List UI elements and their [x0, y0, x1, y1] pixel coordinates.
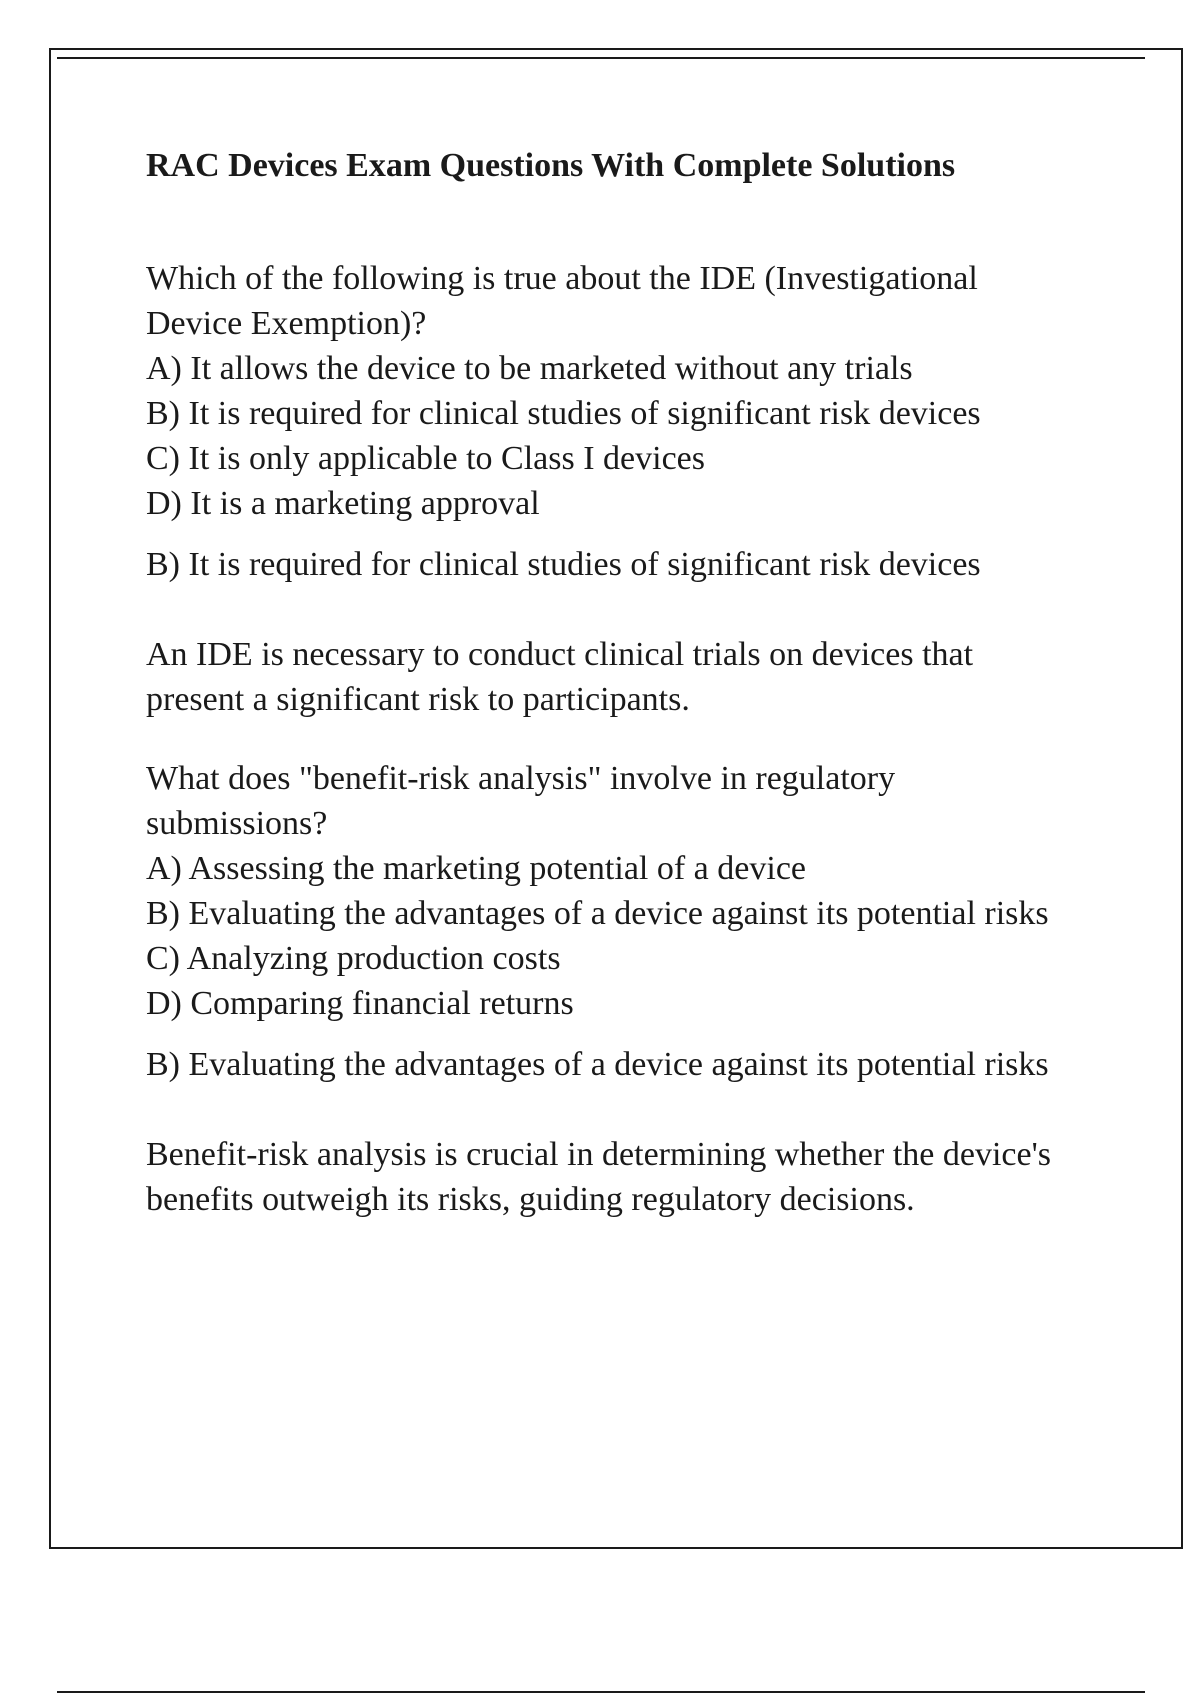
option-b: B) Evaluating the advantages of a device against its potential risks — [146, 895, 1049, 932]
option-a: A) Assessing the marketing potential of a device — [146, 850, 806, 887]
question-block-2 — [146, 756, 1066, 1222]
option-d: D) Comparing financial returns — [146, 985, 574, 1022]
bottom-rule-divider — [57, 1691, 1145, 1693]
answer-text: B) Evaluating the advantages of a device against its potential risks — [146, 1046, 1049, 1083]
question-text: What does "benefit-risk analysis" involve in regulatory submissions? — [146, 760, 896, 842]
question-text: Which of the following is true about the IDE (Investigational Device Exemption)? — [146, 260, 978, 342]
question-block-1 — [146, 256, 1066, 722]
option-c: C) It is only applicable to Class I devices — [146, 440, 705, 477]
answer-text: B) It is required for clinical studies of significant risk devices — [146, 546, 981, 583]
document-content — [146, 138, 1066, 1256]
option-a: A) It allows the device to be marketed without any trials — [146, 350, 913, 387]
document-title: RAC Devices Exam Questions With Complete Solutions — [146, 147, 956, 184]
option-c: C) Analyzing production costs — [146, 940, 561, 977]
option-d: D) It is a marketing approval — [146, 485, 540, 522]
explanation-text: Benefit-risk analysis is crucial in determining whether the device's benefits outweigh its risks, guiding regulatory decisions. — [146, 1136, 1051, 1218]
option-b: B) It is required for clinical studies of significant risk devices — [146, 395, 981, 432]
top-rule-divider — [57, 57, 1145, 59]
explanation-text: An IDE is necessary to conduct clinical trials on devices that present a significant risk to participants. — [146, 636, 974, 718]
